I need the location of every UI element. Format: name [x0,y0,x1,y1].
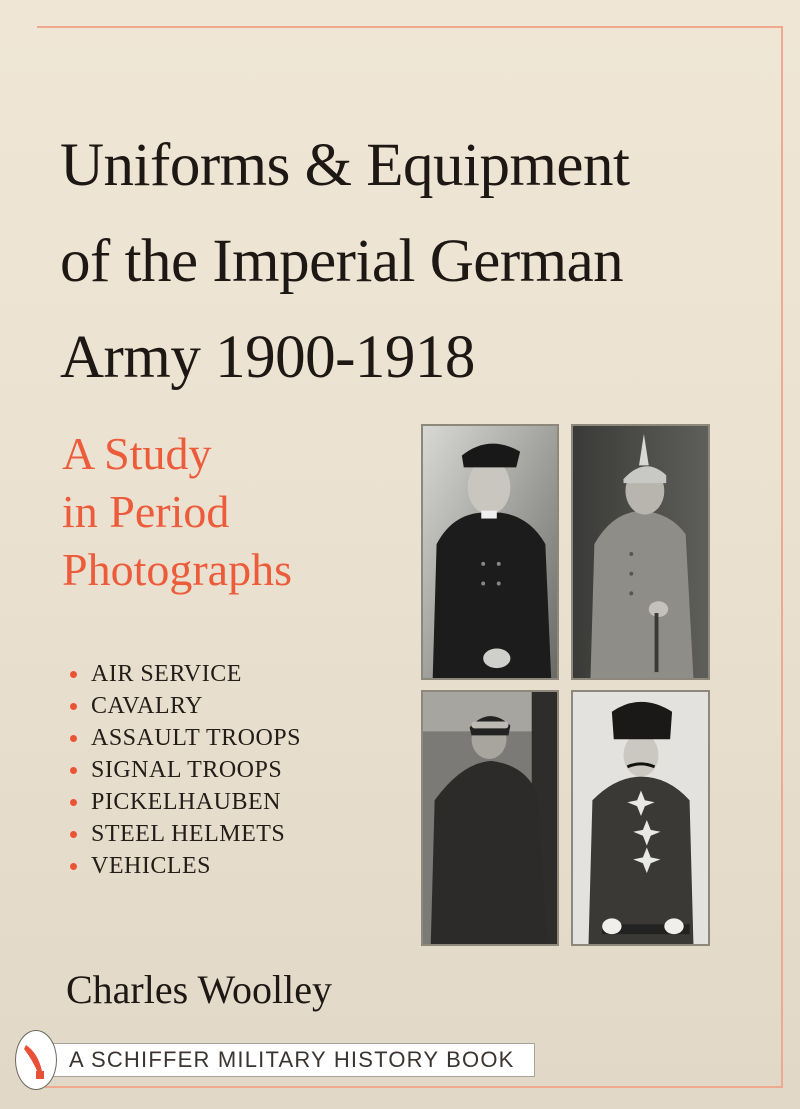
subtitle-line-2: in Period [62,486,230,537]
frame-line-top [37,26,783,28]
title-line-1: Uniforms & Equipment [60,132,630,199]
topic-item: CAVALRY [70,690,301,722]
photo-hussar-officer [571,690,710,946]
bullet-icon [70,671,77,678]
bullet-icon [70,863,77,870]
topic-item: AIR SERVICE [70,658,301,690]
frame-line-right [781,26,783,1088]
book-subtitle [62,425,292,599]
book-title [60,118,780,406]
topic-item: SIGNAL TROOPS [70,754,301,786]
bullet-icon [70,799,77,806]
topic-item: PICKELHAUBEN [70,786,301,818]
topic-item: VEHICLES [70,850,301,882]
frame-line-bottom [45,1086,783,1088]
series-banner [30,1043,535,1077]
photo-pickelhaube-officer [571,424,710,680]
topic-list [70,658,301,882]
topic-item: STEEL HELMETS [70,818,301,850]
photo-aviator [421,690,559,946]
bullet-icon [70,703,77,710]
title-line-3: Army 1900-1918 [60,324,475,391]
subtitle-line-3: Photographs [62,544,292,595]
bullet-icon [70,735,77,742]
quill-pen-icon [15,1030,57,1090]
series-label: A SCHIFFER MILITARY HISTORY BOOK [69,1047,515,1072]
topic-item: ASSAULT TROOPS [70,722,301,754]
author-name: Charles Woolley [66,967,332,1012]
title-line-2: of the Imperial German [60,228,624,295]
bullet-icon [70,831,77,838]
bullet-icon [70,767,77,774]
photo-naval-officer [421,424,559,680]
subtitle-line-1: A Study [62,428,212,479]
